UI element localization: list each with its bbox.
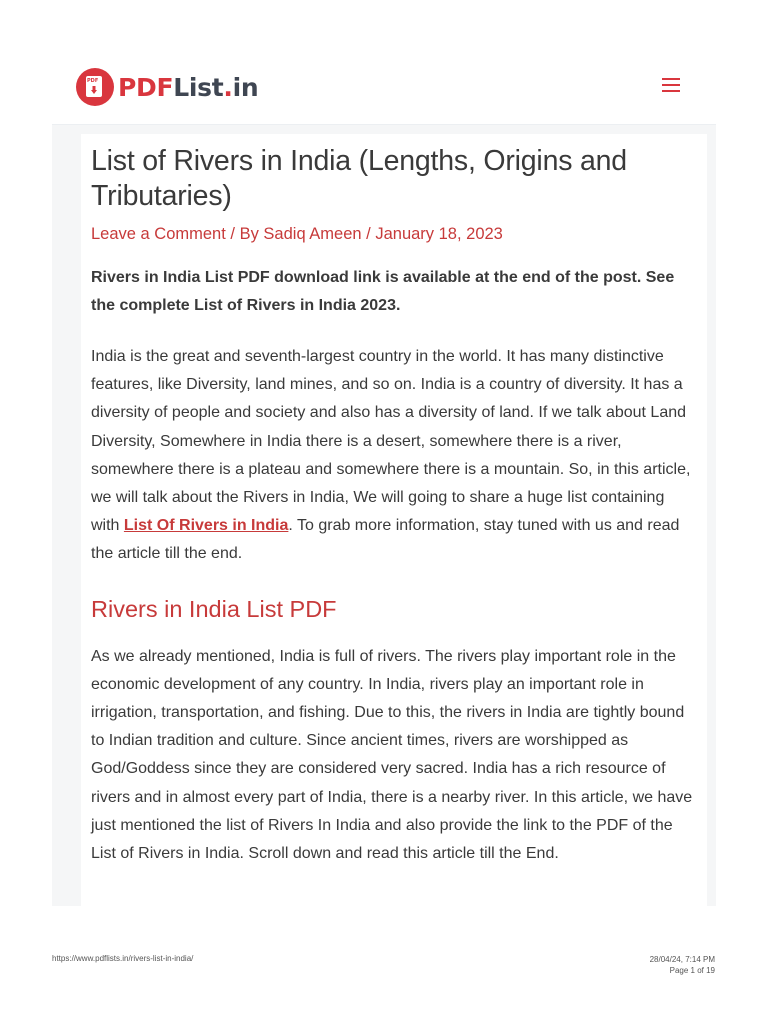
intro-text-end: . To grab more information, stay tuned with us and read the article till the end.	[91, 517, 680, 563]
site-logo[interactable]	[76, 67, 258, 107]
lead-paragraph: Rivers in India List PDF download link is available at the end of the post. See the complete List of Rivers in India 2023.	[91, 269, 675, 314]
meta-date-separator: /	[361, 225, 376, 243]
meta-by-separator: / By	[225, 225, 264, 243]
logo-list-text: List	[173, 72, 224, 102]
menu-button[interactable]	[662, 78, 684, 98]
download-arrow-icon	[91, 86, 97, 94]
footer-timestamp: 28/04/24, 7:14 PM	[649, 955, 715, 964]
article-container	[81, 134, 707, 906]
post-title: List of Rivers in India (Lengths, Origins and Tributaries)	[91, 145, 627, 212]
pdf-logo-icon	[76, 68, 114, 106]
logo-badge-text: PDF	[87, 78, 99, 84]
logo-in-text: in	[232, 72, 259, 102]
logo-wordmark	[118, 73, 258, 102]
post-meta	[91, 222, 697, 246]
author-link[interactable]: Sadiq Ameen	[263, 225, 362, 243]
site-header	[52, 56, 716, 125]
document-icon	[86, 76, 102, 97]
footer-info	[650, 954, 715, 976]
logo-pdf-text: PDF	[118, 72, 174, 102]
post-date-link[interactable]: January 18, 2023	[375, 225, 503, 243]
intro-text: India is the great and seventh-largest country in the world. It has many distinctive features, like Diversity, land mines, and so on. India is a country of diversity. It has a diversity of people and society and also has a diversity of land. If we talk about Land Diversity, Somewhere in India there is a desert, somewhere there is a river, somewhere there is a plateau and somewhere there is a mountain. So, in this article, we will talk about the Rivers in India, We will going to share a huge list containing with	[91, 348, 691, 535]
section-heading: Rivers in India List PDF	[91, 595, 337, 622]
footer-url: https://www.pdflists.in/rivers-list-in-india/	[52, 954, 194, 963]
footer-page-number: Page 1 of 19	[669, 966, 715, 975]
intro-paragraph	[91, 343, 697, 569]
logo-dot-text: .	[223, 72, 233, 102]
list-of-rivers-link[interactable]: List Of Rivers in India	[123, 517, 289, 535]
leave-comment-link[interactable]: Leave a Comment	[91, 225, 226, 243]
rivers-paragraph: As we already mentioned, India is full of rivers. The rivers play important role in the economic development of any country. In India, rivers play an important role in irrigation, transportation, and fishing. Due to this, the rivers in India are tightly bound to Indian tradition and culture. Since ancient times, rivers are worshipped as God/Goddess since they are considered very sacred. India has a rich resource of rivers and in almost every part of India, there is a nearby river. In this article, we have just mentioned the list of Rivers In India and also provide the link to the PDF of the List of Rivers in India. Scroll down and read this article till the End.	[91, 647, 693, 863]
hamburger-icon	[662, 78, 680, 92]
